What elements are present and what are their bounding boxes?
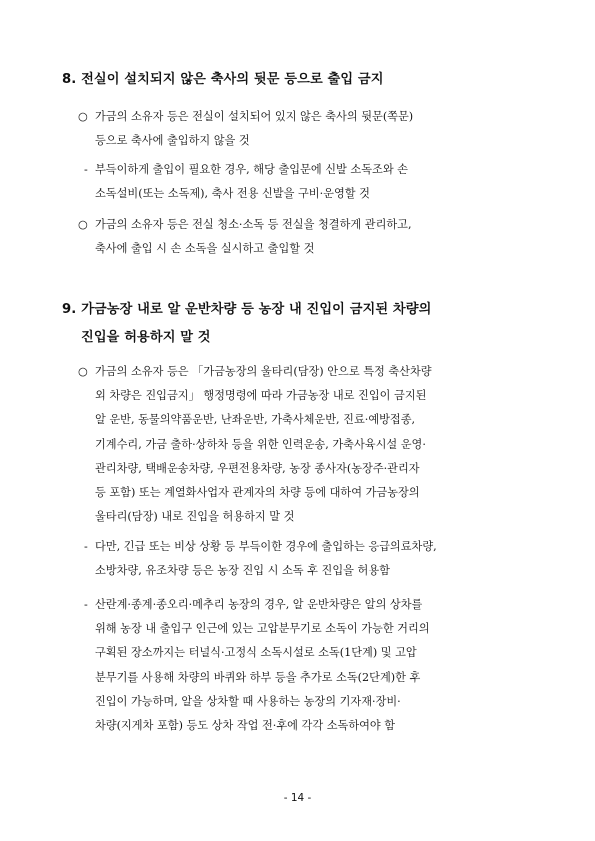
text-line: 진입이 가능하며, 알을 상차할 때 사용하는 농장의 기자재·장비· bbox=[95, 694, 401, 708]
circle-bullet-icon: ○ bbox=[78, 365, 88, 378]
text-line: 등으로 축사에 출입하지 않을 것 bbox=[95, 134, 250, 148]
text-line: 가금의 소유자 등은 「가금농장의 울타리(담장) 안으로 특정 축산차량 bbox=[95, 365, 432, 378]
section-9-heading-line-1: 9. 가금농장 내로 알 운반차량 등 농장 내 진입이 금지된 차량의 bbox=[62, 302, 432, 317]
dash-bullet-icon: - bbox=[84, 540, 88, 553]
text-line: 부득이하게 출입이 필요한 경우, 해당 출입문에 신발 소독조와 손 bbox=[95, 163, 408, 176]
dash-bullet-icon: - bbox=[84, 598, 88, 611]
page-number: - 14 - bbox=[283, 792, 312, 804]
section-9-heading-line-2: 진입을 허용하지 말 것 bbox=[81, 330, 211, 345]
text-line: 차량(지게차 포함) 등도 상차 작업 전·후에 각각 소독하여야 함 bbox=[95, 719, 396, 733]
text-line: 기계수리, 가금 출하·상하차 등을 위한 인력운송, 가축사육시설 운영· bbox=[95, 437, 426, 451]
section-9-heading bbox=[62, 296, 547, 352]
text-line: 위해 농장 내 출입구 인근에 있는 고압분무기로 소독이 가능한 거리의 bbox=[95, 622, 430, 636]
text-line: 등 포함) 또는 계열화사업자 관계자의 차량 등에 대하여 가금농장의 bbox=[95, 486, 420, 500]
section-8-heading bbox=[62, 66, 547, 94]
circle-bullet-icon: ○ bbox=[78, 110, 88, 123]
text-line: 외 차량은 진입금지」 행정명령에 따라 가금농장 내로 진입이 금지된 bbox=[95, 389, 427, 403]
dash-bullet-icon: - bbox=[84, 163, 88, 176]
text-line: 구획된 장소까지는 터널식·고정식 소독시설로 소독(1단계) 및 고압 bbox=[95, 646, 417, 660]
text-line: 울타리(담장) 내로 진입을 허용하지 말 것 bbox=[95, 510, 295, 524]
circle-bullet-icon: ○ bbox=[78, 218, 88, 231]
text-line: 소방차량, 유조차량 등은 농장 진입 시 소독 후 진입을 허용함 bbox=[95, 564, 390, 578]
text-line: 가금의 소유자 등은 전실이 설치되어 있지 않은 축사의 뒷문(쪽문) bbox=[95, 110, 414, 123]
section-8-heading-text: 8. 전실이 설치되지 않은 축사의 뒷문 등으로 출입 금지 bbox=[62, 72, 384, 87]
text-line: 관리차량, 택배운송차량, 우편전용차량, 농장 종사자(농장주·관리자 bbox=[95, 461, 420, 475]
text-line: 소독설비(또는 소독제), 축사 전용 신발을 구비·운영할 것 bbox=[95, 187, 370, 201]
text-line: 다만, 긴급 또는 비상 상황 등 부득이한 경우에 출입하는 응급의료차량, bbox=[95, 540, 437, 553]
text-line: 산란계·종계·종오리·메추리 농장의 경우, 알 운반차량은 알의 상차를 bbox=[95, 598, 423, 611]
text-line: 분무기를 사용해 차량의 바퀴와 하부 등을 추가로 소독(2단계)한 후 bbox=[95, 670, 421, 684]
text-line: 축사에 출입 시 손 소독을 실시하고 출입할 것 bbox=[95, 242, 315, 256]
text-line: 알 운반, 동물의약품운반, 난좌운반, 가축사체운반, 진료·예방접종, bbox=[95, 413, 416, 427]
text-line: 가금의 소유자 등은 전실 청소·소독 등 전실을 청결하게 관리하고, bbox=[95, 218, 412, 231]
